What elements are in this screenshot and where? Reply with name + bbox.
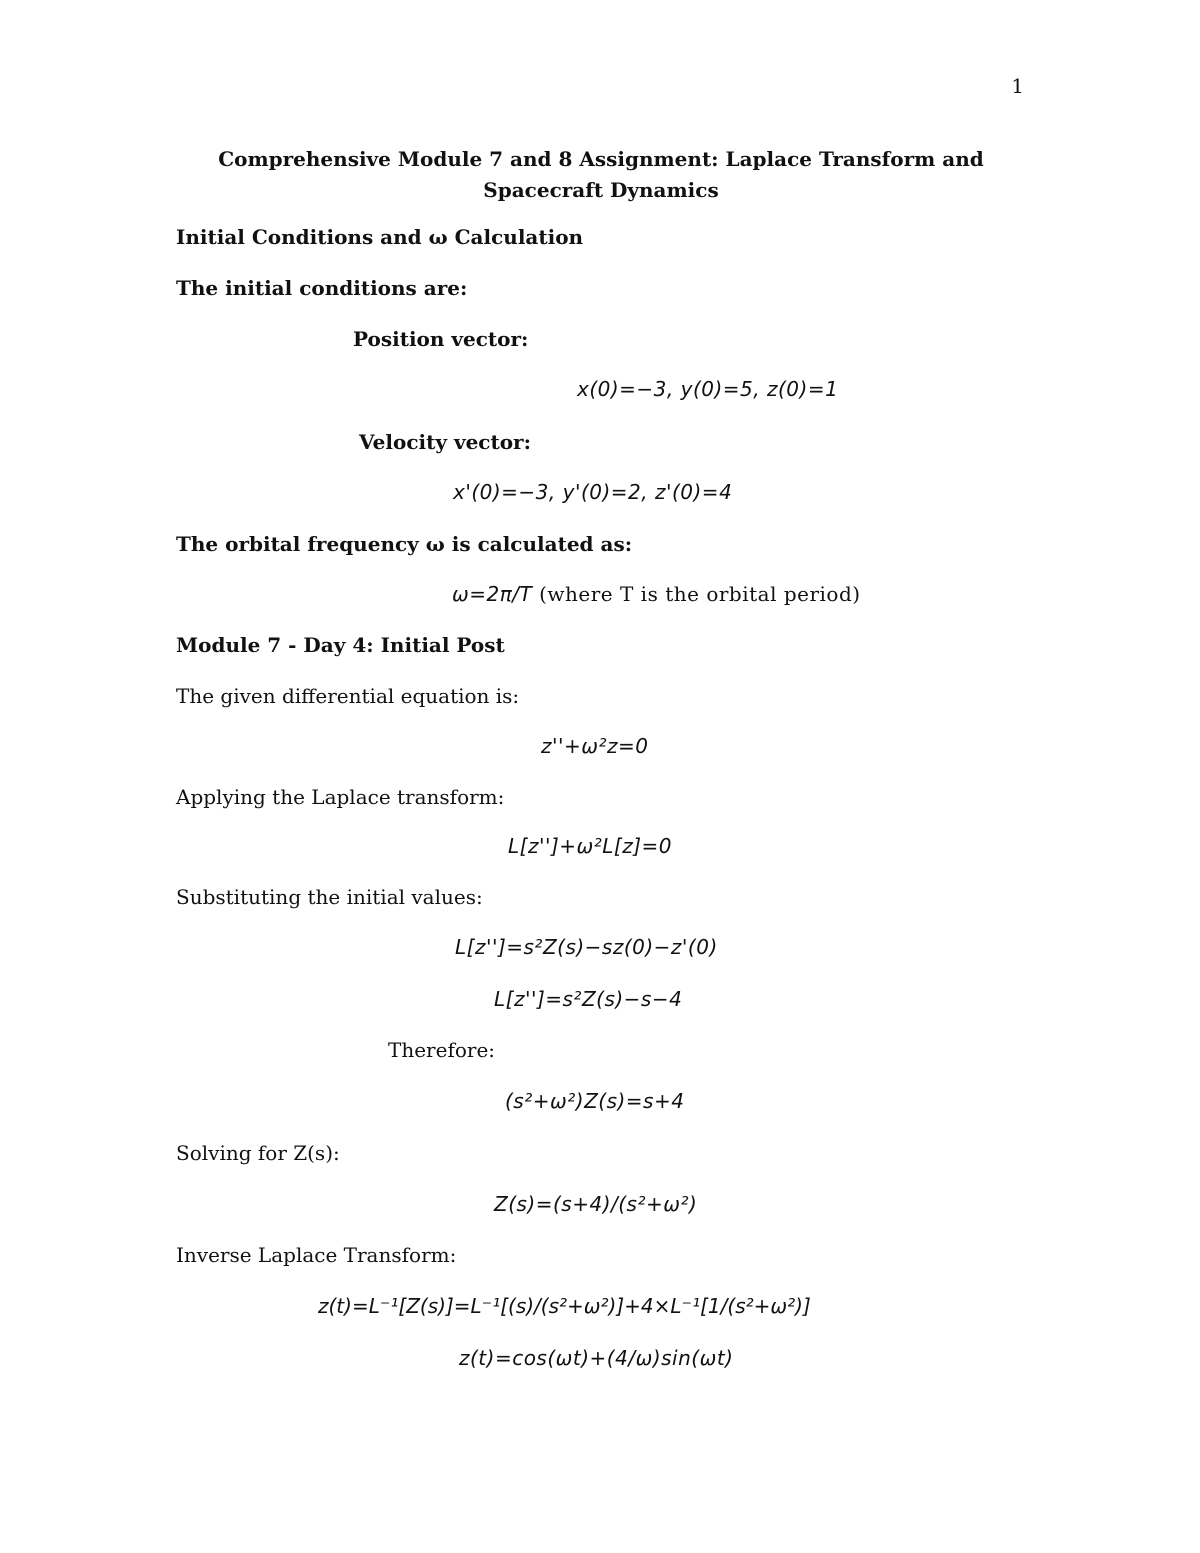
position-equation: x(0)=−3, y(0)=5, z(0)=1 [577, 377, 839, 401]
therefore-label: Therefore: [388, 1038, 496, 1062]
omega-note: (where T is the orbital period) [539, 582, 861, 606]
heading-module7-day4: Module 7 - Day 4: Initial Post [176, 633, 505, 657]
inverse-laplace-label: Inverse Laplace Transform: [176, 1243, 457, 1267]
omega-equation [452, 582, 861, 606]
substituting-label: Substituting the initial values: [176, 885, 483, 909]
document-title: Comprehensive Module 7 and 8 Assignment: Laplace Transform and Spacecraft Dynamics [218, 147, 984, 202]
heading-initial-conditions: Initial Conditions and ω Calculation [176, 225, 584, 249]
orbital-frequency-label: The orbital frequency ω is calculated as: [176, 532, 633, 556]
position-vector-label: Position vector: [353, 327, 529, 351]
velocity-vector-label: Velocity vector: [359, 430, 531, 454]
omega-formula: ω=2π/T [452, 582, 533, 606]
diff-equation-label: The given differential equation is: [176, 684, 520, 708]
velocity-equation: x'(0)=−3, y'(0)=2, z'(0)=4 [453, 480, 733, 504]
substitution-equation-1: L[z'']=s²Z(s)−sz(0)−z'(0) [455, 935, 718, 959]
diff-equation: z''+ω²z=0 [541, 734, 649, 758]
laplace-equation: L[z'']+ω²L[z]=0 [508, 834, 672, 858]
page-number: 1 [1011, 74, 1024, 98]
solving-label: Solving for Z(s): [176, 1141, 340, 1165]
substitution-equation-2: L[z'']=s²Z(s)−s−4 [494, 987, 683, 1011]
solving-equation: Z(s)=(s+4)/(s²+ω²) [494, 1192, 698, 1216]
laplace-label: Applying the Laplace transform: [176, 785, 505, 809]
inverse-equation-2: z(t)=cos(ωt)+(4/ω)sin(ωt) [459, 1346, 734, 1370]
inverse-equation-1: z(t)=L⁻¹[Z(s)]=L⁻¹[(s)/(s²+ω²)]+4×L⁻¹[1/(s²+ω²)] [318, 1294, 811, 1318]
initial-conditions-label: The initial conditions are: [176, 276, 468, 300]
therefore-equation: (s²+ω²)Z(s)=s+4 [505, 1089, 685, 1113]
